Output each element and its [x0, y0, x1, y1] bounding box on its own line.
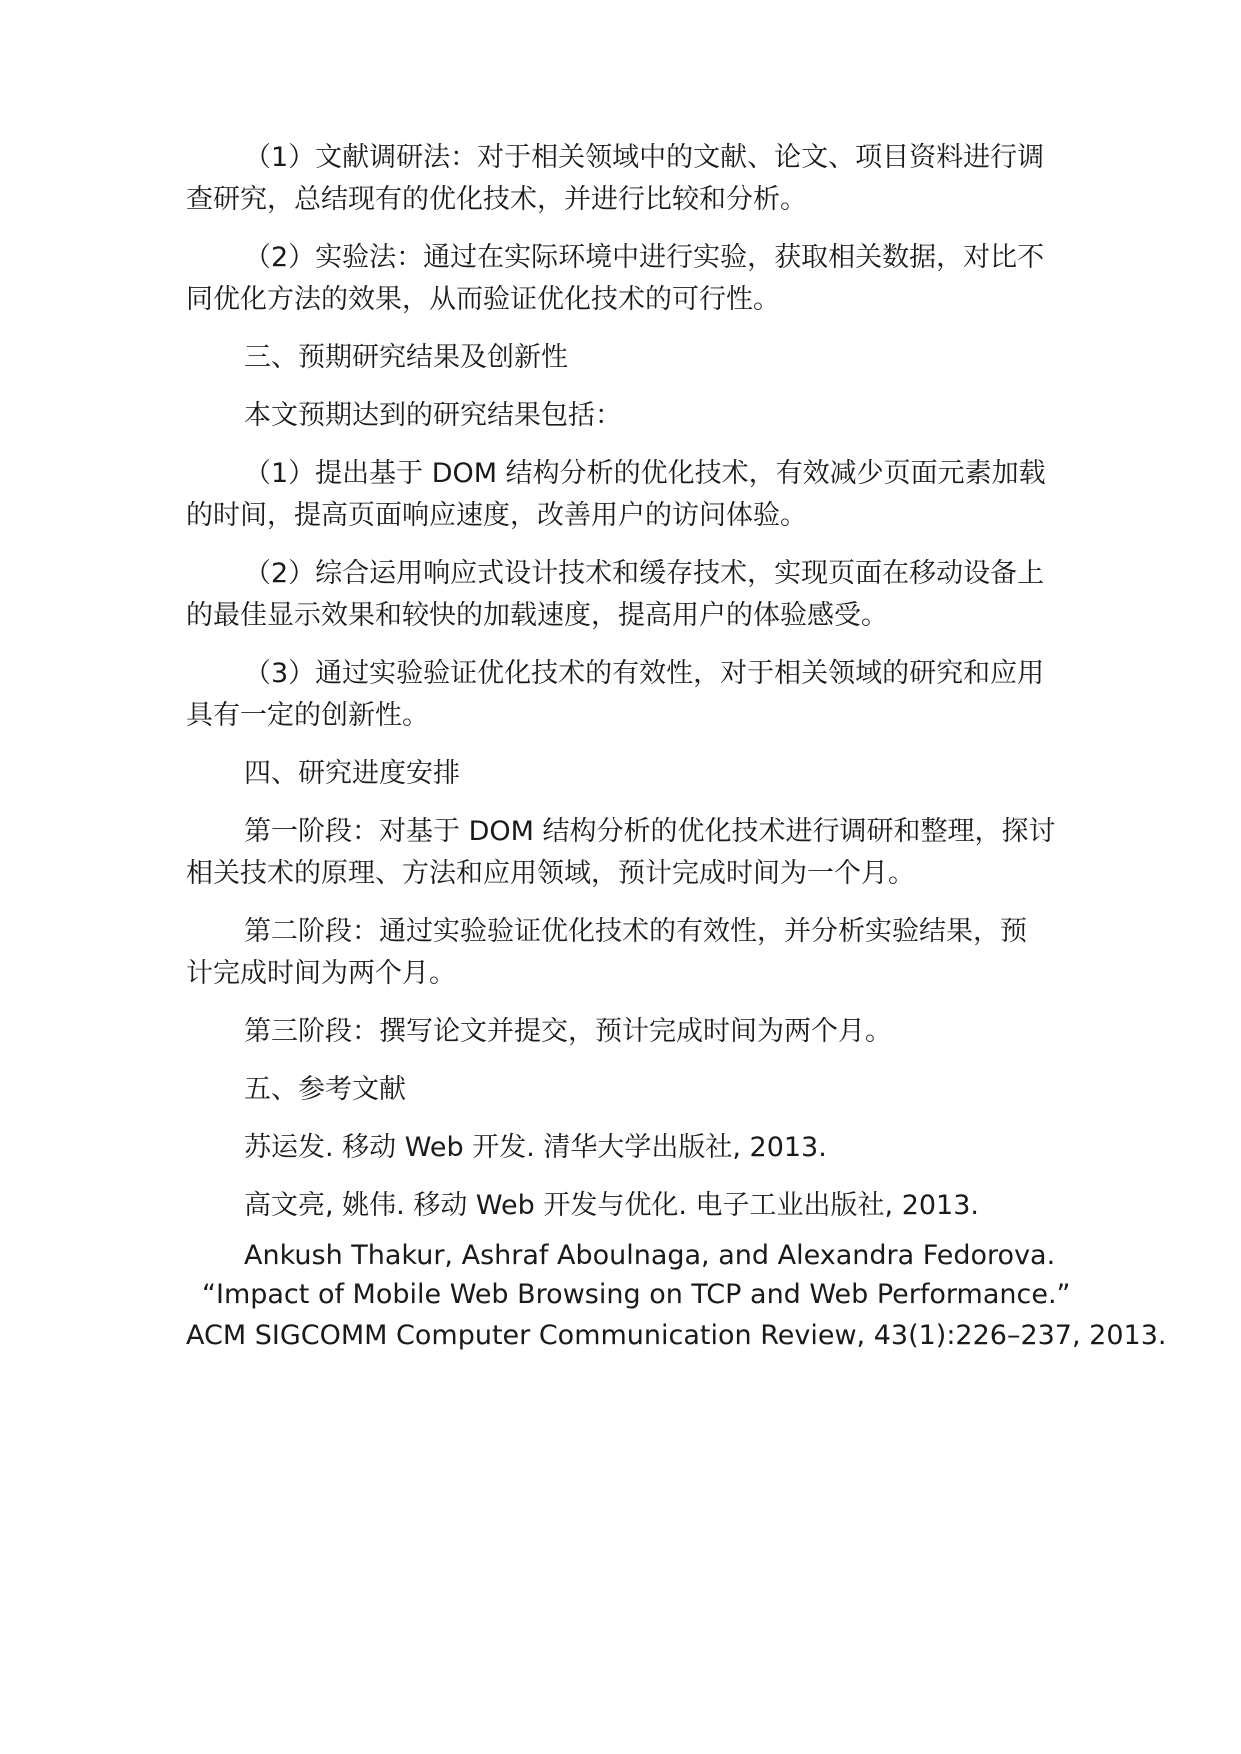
reference-3-line-3: ACM SIGCOMM Computer Communication Review, 43(1):226–237, 2013. — [186, 1320, 1167, 1351]
stage-1-line-2: 相关技术的原理、方法和应用领域，预计完成时间为一个月。 — [186, 858, 915, 889]
result-1-line-1: （1）提出基于 DOM 结构分析的优化技术，有效减少页面元素加载 — [244, 458, 1046, 489]
method-1-line-1: （1）文献调研法：对于相关领域中的文献、论文、项目资料进行调 — [244, 142, 1045, 173]
results-intro: 本文预期达到的研究结果包括： — [244, 400, 622, 431]
reference-2: 高文亮, 姚伟. 移动 Web 开发与优化. 电子工业出版社, 2013. — [244, 1190, 979, 1221]
result-2-line-2: 的最佳显示效果和较快的加载速度，提高用户的体验感受。 — [186, 600, 888, 631]
result-1-line-2: 的时间，提高页面响应速度，改善用户的访问体验。 — [186, 500, 807, 531]
stage-2-line-2: 计完成时间为两个月。 — [186, 958, 456, 989]
reference-3-line-1: Ankush Thakur, Ashraf Aboulnaga, and Alexandra Fedorova. — [244, 1240, 1056, 1271]
reference-3-line-2: “Impact of Mobile Web Browsing on TCP and Web Performance.” — [202, 1279, 1071, 1310]
section-heading-3: 三、预期研究结果及创新性 — [244, 342, 568, 373]
method-1-line-2: 查研究，总结现有的优化技术，并进行比较和分析。 — [186, 184, 807, 215]
method-2-line-2: 同优化方法的效果，从而验证优化技术的可行性。 — [186, 284, 780, 315]
method-2-line-1: （2）实验法：通过在实际环境中进行实验，获取相关数据，对比不 — [244, 242, 1045, 273]
stage-3-line-1: 第三阶段：撰写论文并提交，预计完成时间为两个月。 — [244, 1016, 892, 1047]
reference-1: 苏运发. 移动 Web 开发. 清华大学出版社, 2013. — [244, 1132, 827, 1163]
result-2-line-1: （2）综合运用响应式设计技术和缓存技术，实现页面在移动设备上 — [244, 558, 1045, 589]
result-3-line-2: 具有一定的创新性。 — [186, 700, 429, 731]
section-heading-5: 五、参考文献 — [244, 1074, 406, 1105]
stage-1-line-1: 第一阶段：对基于 DOM 结构分析的优化技术进行调研和整理，探讨 — [244, 816, 1056, 847]
result-3-line-1: （3）通过实验验证优化技术的有效性，对于相关领域的研究和应用 — [244, 658, 1045, 689]
section-heading-4: 四、研究进度安排 — [244, 758, 460, 789]
stage-2-line-1: 第二阶段：通过实验验证优化技术的有效性，并分析实验结果，预 — [244, 916, 1027, 947]
